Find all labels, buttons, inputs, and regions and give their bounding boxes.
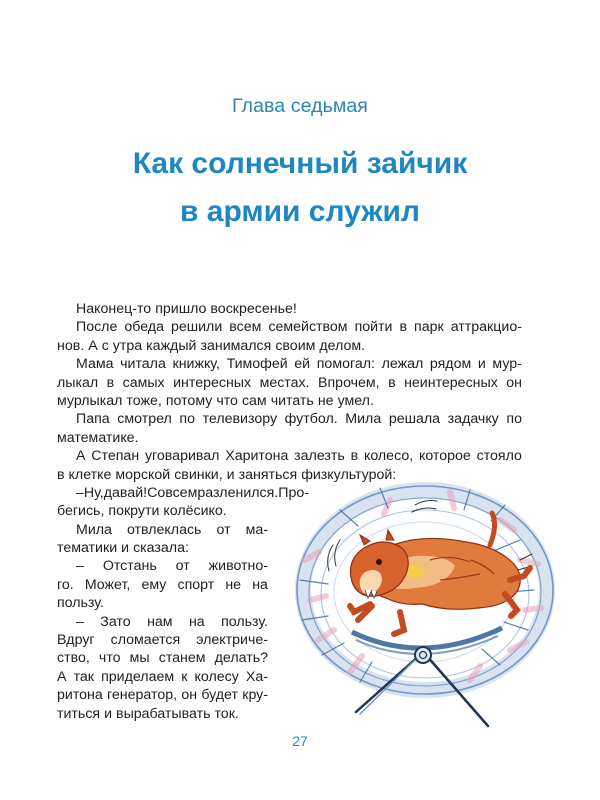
- text-line: бегись, покрути колёсико.: [57, 503, 227, 520]
- chapter-title-line-1: Как солнечный зайчик: [132, 147, 468, 180]
- chapter-title-line-2: в армии служил: [180, 195, 420, 228]
- text-line: го. Может, ему спорт не на: [57, 576, 268, 593]
- text-line: тематики и сказала:: [57, 540, 189, 557]
- text-line: Наконец-то пришло воскресенье!: [76, 301, 297, 317]
- text-line: в клетке морской свинки, и заняться физкультурой:: [57, 466, 397, 483]
- page-number: 27: [292, 733, 308, 749]
- text-line: ство, что мы станем делать?: [57, 650, 268, 667]
- text-line: – Ну, давай! Совсем разленился. Про-: [76, 484, 309, 501]
- text-line: нов. А с утра каждый занимался своим делом.: [57, 337, 366, 354]
- text-line: – Зато нам на пользу.: [76, 613, 268, 630]
- text-line: Папа смотрел по телевизору футбол. Мила решала задачку по: [76, 411, 522, 428]
- text-line: мурлыкал тоже, потому что сам читать не умел.: [57, 392, 374, 409]
- text-line: ритона генератор, он будет кру-: [57, 687, 268, 704]
- text-line: пользу.: [57, 595, 104, 612]
- text-line: Мила отвлеклась от ма-: [76, 521, 268, 538]
- text-line: лыкал в самых интересных местах. Впрочем, в неинтересных он: [57, 374, 522, 391]
- text-line: – Отстань от животно-: [76, 558, 268, 575]
- guinea-pig-wheel-illustration: [280, 470, 560, 740]
- text-line: математике.: [57, 429, 139, 446]
- text-line: титься и вырабатывать ток.: [57, 705, 239, 722]
- text-line: Вдруг сломается электриче-: [57, 632, 268, 649]
- chapter-label: Глава седьмая: [232, 95, 368, 117]
- text-line: После обеда решили всем семейством пойти в парк аттракцио-: [76, 319, 522, 336]
- chapter-title: [0, 140, 600, 236]
- text-line: А Степан уговаривал Харитона залезть в колесо, которое стояло: [76, 448, 522, 465]
- text-line: Мама читала книжку, Тимофей ей помогал: лежал рядом и мур-: [76, 356, 522, 373]
- text-line: А так приделаем к колесу Ха-: [57, 668, 268, 685]
